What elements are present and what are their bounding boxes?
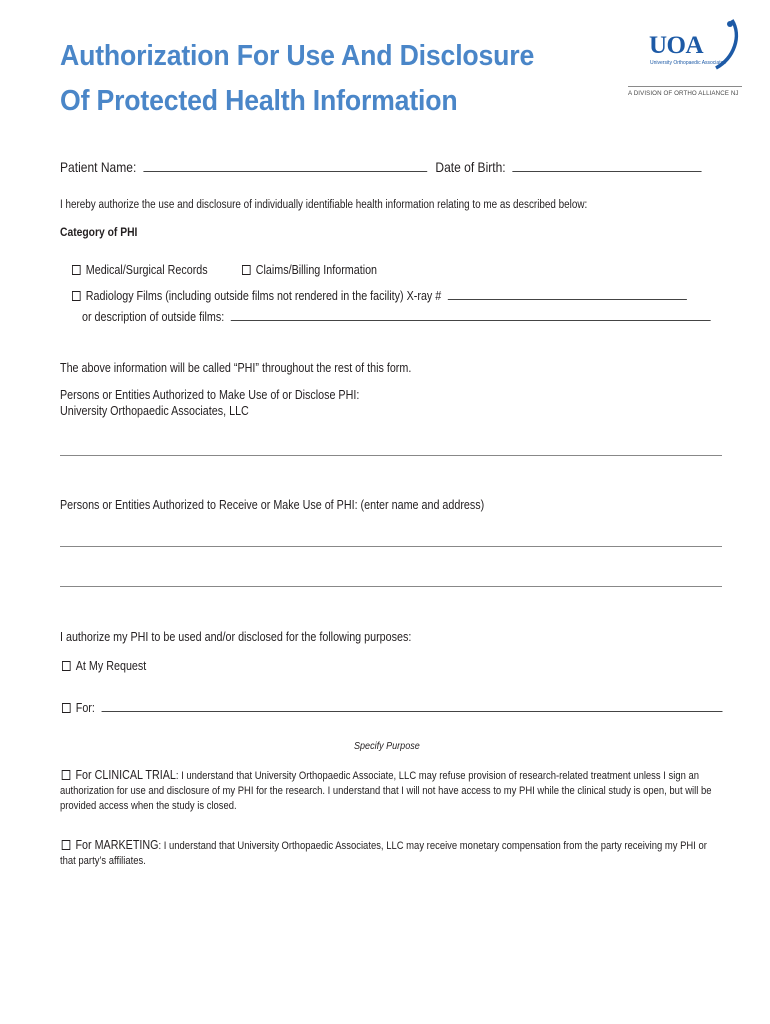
logo-rule	[628, 86, 742, 87]
radiology-label: Radiology Films (including outside films not rendered in the facility) X-ray #	[85, 289, 442, 303]
logo-text: UOA	[649, 32, 704, 59]
xray-number-field[interactable]	[448, 287, 687, 300]
category-option-claims[interactable]	[242, 262, 377, 278]
outside-films-label: or description of outside films:	[82, 310, 225, 324]
medical-label: Medical/Surgical Records	[85, 263, 208, 277]
category-heading: Category of PHI	[60, 225, 138, 239]
for-label: For:	[75, 701, 95, 715]
receive-line-2[interactable]	[60, 586, 722, 587]
authorized-receive-label: Persons or Entities Authorized to Receive or Make Use of PHI: (enter name and address)	[60, 498, 485, 512]
authorized-disclose-label: Persons or Entities Authorized to Make Use of or Disclose PHI:	[60, 388, 360, 402]
authorized-disclose-value: University Orthopaedic Associates, LLC	[60, 404, 249, 418]
dob-label: Date of Birth:	[435, 159, 506, 175]
radiology-checkbox[interactable]	[72, 291, 81, 301]
patient-name-row	[60, 158, 702, 176]
receive-line-1[interactable]	[60, 546, 722, 547]
at-request-label: At My Request	[75, 659, 147, 673]
patient-name-field[interactable]	[143, 159, 427, 172]
purpose-for[interactable]	[62, 699, 722, 716]
marketing-label: For MARKETING	[75, 838, 159, 852]
category-option-medical[interactable]	[72, 262, 208, 278]
patient-name-label: Patient Name:	[60, 159, 137, 175]
marketing-paragraph	[60, 838, 722, 869]
clinical-trial-text: : I understand that University Orthopaedic Associate, LLC may refuse provision of research-related treatment unless I sign an authorization for use and disclosure of my PHI for the research. I understand that I will not have access to my PHI while the clinical study is open, but will be provided access when the study is closed.	[60, 770, 712, 812]
uoa-logo	[624, 18, 744, 98]
clinical-trial-paragraph	[60, 768, 722, 814]
for-purpose-field[interactable]	[101, 699, 722, 712]
marketing-checkbox[interactable]	[62, 840, 71, 850]
title-line-1: Authorization For Use And Disclosure	[60, 40, 535, 72]
outside-films-field[interactable]	[231, 308, 711, 321]
specify-purpose-caption: Specify Purpose	[354, 740, 420, 752]
purpose-at-request[interactable]	[62, 658, 146, 674]
intro-text: I hereby authorize the use and disclosure of individually identifiable health information relating to me as described below:	[60, 199, 588, 211]
logo-division: A DIVISION OF ORTHO ALLIANCE NJ	[628, 90, 739, 97]
phi-note: The above information will be called “PHI” throughout the rest of this form.	[60, 361, 412, 375]
dob-field[interactable]	[512, 159, 701, 172]
title-line-2: Of Protected Health Information	[60, 85, 458, 117]
claims-checkbox[interactable]	[242, 265, 251, 275]
outside-films-row	[82, 308, 711, 325]
category-option-radiology[interactable]	[72, 287, 687, 304]
at-request-checkbox[interactable]	[62, 661, 71, 671]
clinical-trial-label: For CLINICAL TRIAL	[75, 768, 176, 782]
purposes-heading: I authorize my PHI to be used and/or disclosed for the following purposes:	[60, 630, 412, 644]
medical-checkbox[interactable]	[72, 265, 81, 275]
marketing-text: : I understand that University Orthopaedic Associates, LLC may receive monetary compensation from the party receiving my PHI or that party’s affiliates.	[60, 840, 707, 867]
claims-label: Claims/Billing Information	[255, 263, 378, 277]
disclose-line[interactable]	[60, 455, 722, 456]
page-title	[60, 34, 538, 124]
for-checkbox[interactable]	[62, 703, 71, 713]
clinical-trial-checkbox[interactable]	[62, 770, 71, 780]
logo-subtitle: University Orthopaedic Associates	[650, 60, 726, 66]
